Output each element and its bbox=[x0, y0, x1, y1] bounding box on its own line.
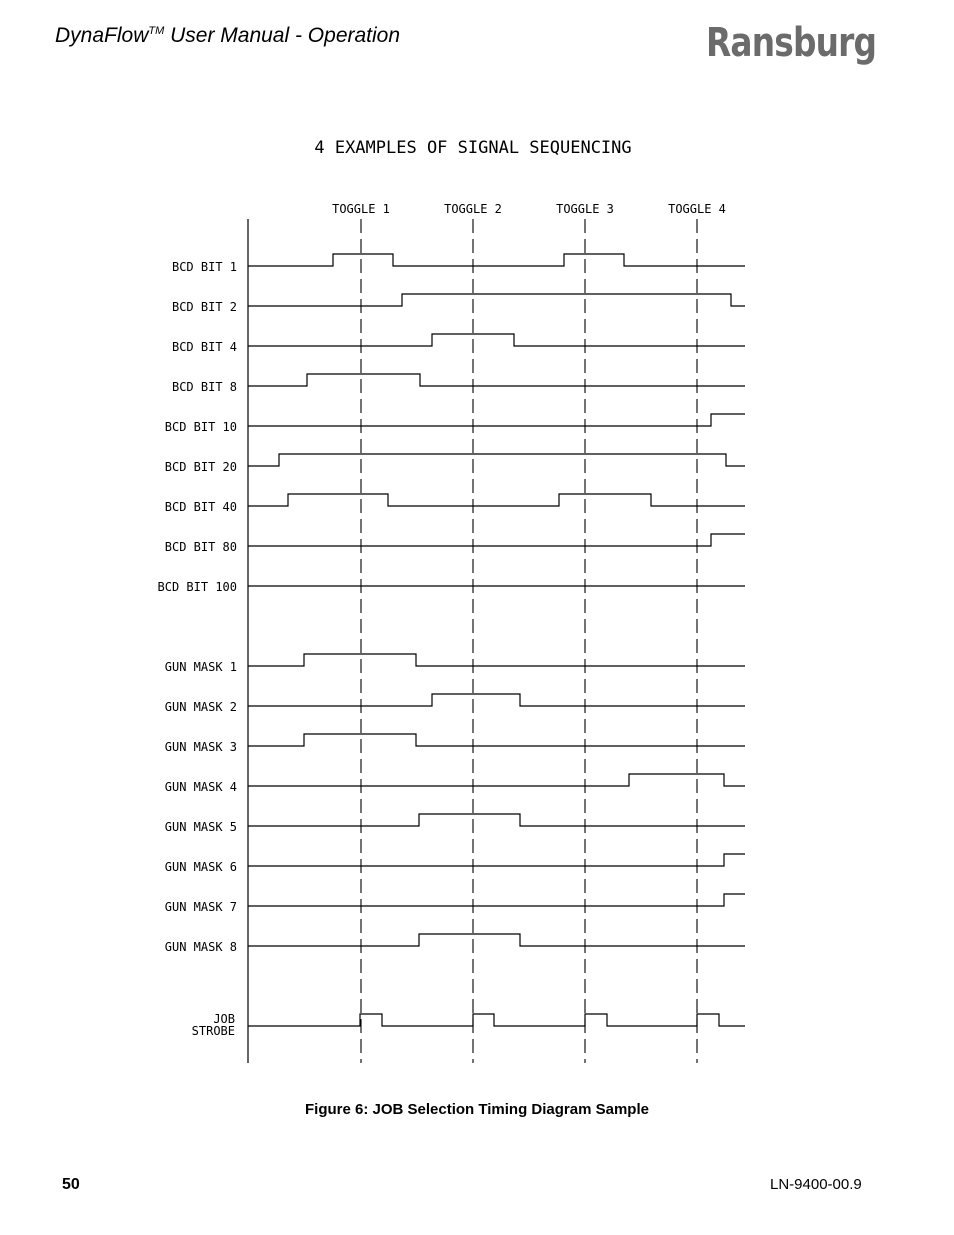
signal-label-bcd-bit-10: BCD BIT 10 bbox=[164, 420, 237, 434]
signal-label-gun-mask-6: GUN MASK 6 bbox=[164, 860, 237, 874]
signal-label-bcd-bit-4: BCD BIT 4 bbox=[171, 340, 237, 354]
signal-trace-bcd-bit-10 bbox=[248, 414, 745, 426]
document-id: LN-9400-00.9 bbox=[770, 1176, 862, 1193]
signal-trace-bcd-bit-20 bbox=[248, 454, 745, 466]
signal-trace-gun-mask-4 bbox=[248, 774, 745, 786]
toggle-label-4: TOGGLE 4 bbox=[668, 202, 726, 216]
signal-trace-gun-mask-8 bbox=[248, 934, 745, 946]
signal-label-bcd-bit-40: BCD BIT 40 bbox=[164, 500, 237, 514]
signal-trace-gun-mask-3 bbox=[248, 734, 745, 746]
signal-label-gun-mask-1: GUN MASK 1 bbox=[164, 660, 237, 674]
toggle-label-1: TOGGLE 1 bbox=[332, 202, 390, 216]
signal-label-gun-mask-5: GUN MASK 5 bbox=[164, 820, 237, 834]
signal-trace-gun-mask-5 bbox=[248, 814, 745, 826]
signal-label-bcd-bit-2: BCD BIT 2 bbox=[171, 300, 237, 314]
signal-label-gun-mask-4: GUN MASK 4 bbox=[164, 780, 237, 794]
signal-label-bcd-bit-1: BCD BIT 1 bbox=[171, 260, 237, 274]
signal-trace-bcd-bit-80 bbox=[248, 534, 745, 546]
signal-label-bcd-bit-80: BCD BIT 80 bbox=[164, 540, 237, 554]
signal-trace-bcd-bit-8 bbox=[248, 374, 745, 386]
signal-label-bcd-bit-20: BCD BIT 20 bbox=[164, 460, 237, 474]
signal-label-gun-mask-2: GUN MASK 2 bbox=[164, 700, 237, 714]
signal-trace-bcd-bit-1 bbox=[248, 254, 745, 266]
signal-trace-bcd-bit-40 bbox=[248, 494, 745, 506]
signal-label-gun-mask-8: GUN MASK 8 bbox=[164, 940, 237, 954]
trademark-mark: TM bbox=[148, 25, 165, 37]
signal-label-gun-mask-7: GUN MASK 7 bbox=[164, 900, 237, 914]
signal-label-gun-mask-3: GUN MASK 3 bbox=[164, 740, 237, 754]
toggle-label-2: TOGGLE 2 bbox=[444, 202, 502, 216]
signal-trace-gun-mask-7 bbox=[248, 894, 745, 906]
signal-label-strobe: STROBE bbox=[191, 1024, 235, 1038]
signal-trace-job-strobe bbox=[248, 1014, 745, 1026]
figure-caption: Figure 6: JOB Selection Timing Diagram Sample bbox=[305, 1101, 649, 1118]
signal-label-bcd-bit-100: BCD BIT 100 bbox=[157, 580, 237, 594]
toggle-label-3: TOGGLE 3 bbox=[556, 202, 614, 216]
signal-label-bcd-bit-8: BCD BIT 8 bbox=[171, 380, 237, 394]
title-suffix: User Manual - Operation bbox=[164, 24, 401, 47]
signal-label-job: JOB bbox=[213, 1012, 235, 1026]
signal-trace-gun-mask-1 bbox=[248, 654, 745, 666]
ransburg-logo: Ransburg bbox=[706, 20, 877, 66]
title-prefix: DynaFlow bbox=[55, 24, 149, 47]
diagram-title: 4 EXAMPLES OF SIGNAL SEQUENCING bbox=[314, 138, 632, 158]
signal-trace-gun-mask-2 bbox=[248, 694, 745, 706]
signal-traces bbox=[158, 254, 745, 1038]
signal-trace-bcd-bit-2 bbox=[248, 294, 745, 306]
toggle-markers bbox=[332, 202, 726, 1063]
signal-trace-gun-mask-6 bbox=[248, 854, 745, 866]
signal-trace-bcd-bit-4 bbox=[248, 334, 745, 346]
page-number: 50 bbox=[62, 1176, 80, 1193]
